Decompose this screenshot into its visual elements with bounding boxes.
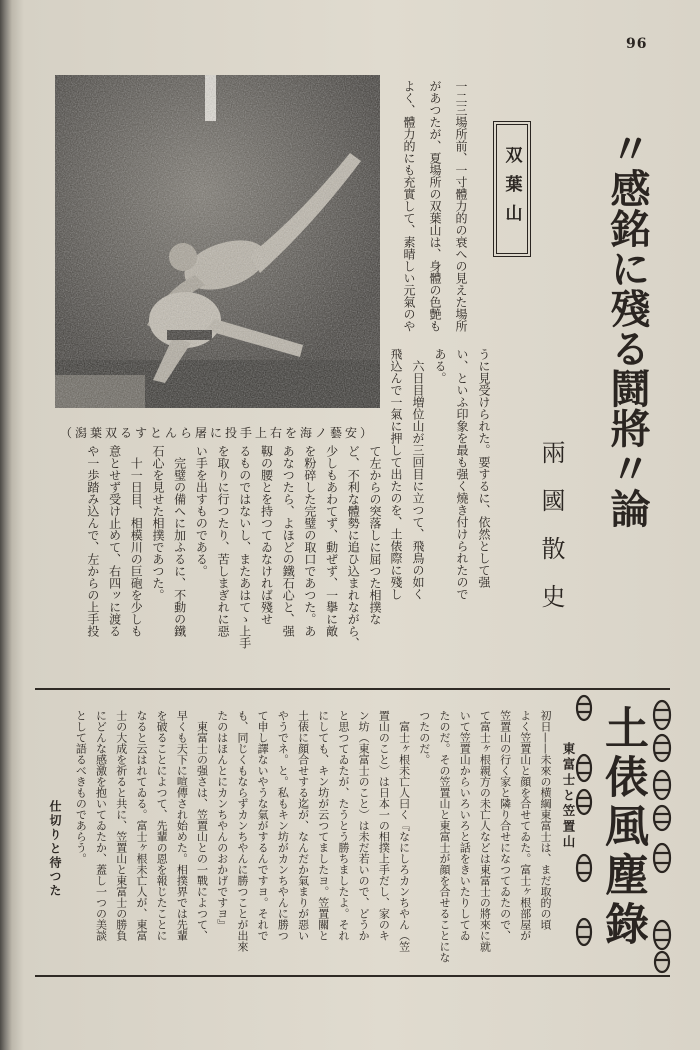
body-column: 靱の腰とを持つてゐなければ殘せ (259, 445, 274, 625)
rice-bale-ornament (577, 919, 591, 945)
rice-bale-ornaments (570, 690, 680, 975)
article-body-lower (81, 445, 385, 675)
body-column: 土俵に顔合せする迄が、なんだか氣まりが惡い (296, 710, 310, 941)
feature-title: 土俵風塵錄 (597, 705, 648, 950)
body-column: いて笠置山からいろいろと話をきいたりしてゐ (458, 710, 472, 941)
next-article-heading: 仕切りと待つた (48, 800, 62, 898)
body-column: やうでネ。と。私もキン坊がカンちやんに勝つ (276, 710, 290, 941)
feature-body (70, 710, 555, 972)
body-column: よく、體力的にも充實して、素晴しい元氣のや (402, 80, 416, 332)
body-column: い手を出すものである。 (194, 445, 209, 577)
body-column: うに見受けられた。要するに、依然として强 (477, 348, 491, 588)
body-column: い、といふ印象を最も强く燒き付けられたので (455, 348, 469, 600)
rice-bale-ornament (577, 855, 591, 881)
article-title: 〃感銘に殘る鬪將〃論 (604, 128, 651, 528)
body-column: も、同じくもならずカンちやんに勝つことが出來 (235, 710, 249, 952)
body-column: あなつたら、よほどの鐵石心と、强 (281, 445, 296, 637)
body-column: るものではないし、またあはてゝ上手 (237, 445, 252, 649)
body-column: 東富士の强さは、笠置山との一戰によつて、 (195, 721, 209, 941)
body-column: ある。 (433, 348, 447, 384)
bottom-divider (35, 975, 670, 977)
body-column: 初日——未來の横綱東富士は、まだ取的の頃 (539, 710, 552, 930)
body-column: なると云はれてゐる。富士ヶ根未亡人が、東富 (134, 710, 148, 941)
rice-bale-ornament (654, 806, 670, 830)
body-column: 少しもあわてず、動ぜず、一擧に敵 (324, 445, 339, 637)
body-column: ン坊（東富士のこと）は未だ若いので、どうか (357, 710, 371, 941)
rice-bale-ornament (654, 844, 670, 872)
body-column: を粉碎した完璧の取口であつた。あ (302, 445, 317, 637)
body-column: て富士ヶ根親方の未亡人などは東富士の將來に就 (478, 710, 492, 952)
rice-bale-ornament (577, 790, 591, 814)
body-column: 富士ヶ根未亡人曰く『なにしろカンちやん（笠 (397, 721, 411, 952)
body-column: て申し譯ないやうな氣がするんですヨ。それで (256, 710, 270, 941)
body-column: を取りに行つたり、苦しまぎれに惡 (216, 445, 231, 637)
author-byline: 兩國散史 (537, 440, 565, 632)
rice-bale-ornament (655, 952, 669, 972)
body-column: と思つてゐたが、たうとう勝ちましたよ。それ (336, 710, 350, 941)
sumo-photo (55, 75, 380, 408)
sumo-photo-image (55, 75, 380, 408)
body-column: があつたが、夏場所の双葉山は、身體の色艶も (428, 80, 442, 332)
rice-bale-ornament (577, 755, 591, 781)
body-column: たのだ。その笠置山と東富士が顔を合せることにな (437, 710, 451, 963)
body-column: として語るべきものであらう。 (74, 710, 88, 864)
body-column: たのはほんとにカンちやんのおかげですヨ』 (215, 710, 229, 930)
body-column: 完璧の備へに加ふるに、不動の鐵 (172, 457, 187, 637)
rice-bale-ornament (654, 701, 670, 729)
body-column: つたのだ。 (417, 710, 431, 765)
rice-bale-ornament (654, 921, 670, 949)
body-column: 一二三場所前、一寸體力的の衰への見えた場所 (454, 80, 468, 332)
body-column: や一歩踏み込んで、左からの上手投 (85, 445, 100, 637)
photo-caption: （潟葉双るすとんら屠に投手上右を海ノ藝安） (60, 426, 376, 440)
body-column: て左からの突落しに屈つた相撲な (368, 445, 382, 625)
photo-label-box (496, 124, 528, 254)
article-body-middle (385, 348, 495, 618)
body-column: 笠置山の行く家と隣り合せになつてゐたので、 (498, 710, 512, 941)
body-column: 六日目増位山が三回目に立つて、飛鳥の如く (411, 360, 425, 600)
rice-bale-ornament (654, 735, 670, 761)
body-column: にしても、キン坊が云つてましたヨ。笠置關と (316, 710, 330, 941)
page-number: 96 (626, 36, 648, 52)
body-column: 石心を見せた相撲であつた。 (150, 445, 165, 601)
body-column: よく笠置山と顔を合せてゐた。富士ヶ根部屋が (518, 710, 532, 941)
body-column: 士の大成を祈ると共に、笠置山と東富士の勝負 (114, 710, 128, 941)
body-column: 置山のこと）は日本一の相撲上手だし、家のキ (377, 710, 391, 941)
feature-subtitle: 東富士と笠置山 (561, 742, 576, 851)
rice-bale-ornament (577, 696, 591, 720)
rice-bale-ornament (654, 771, 670, 799)
photo-label: 双葉山 (501, 145, 522, 233)
body-column: 飛込んで一氣に押して出たのを、土俵際に殘し (389, 348, 403, 600)
body-column: 早くも天下に喧傳され始めた。相撲界では先輩 (175, 710, 189, 941)
body-column: にどんな感激を抱いてゐたか、蓋し一つの美談 (94, 710, 108, 941)
body-column: 十一日目、相模川の巨砲を少しも (129, 457, 144, 637)
body-column: 意とせず受け止めて、右四ッに渡る (107, 445, 122, 637)
body-column: を破ることによつて、先輩の恩を報じたことに (155, 710, 169, 941)
body-column: ど、不利な體勢に追ひ込まれながら、 (346, 445, 361, 649)
article-body-upper (396, 80, 474, 342)
